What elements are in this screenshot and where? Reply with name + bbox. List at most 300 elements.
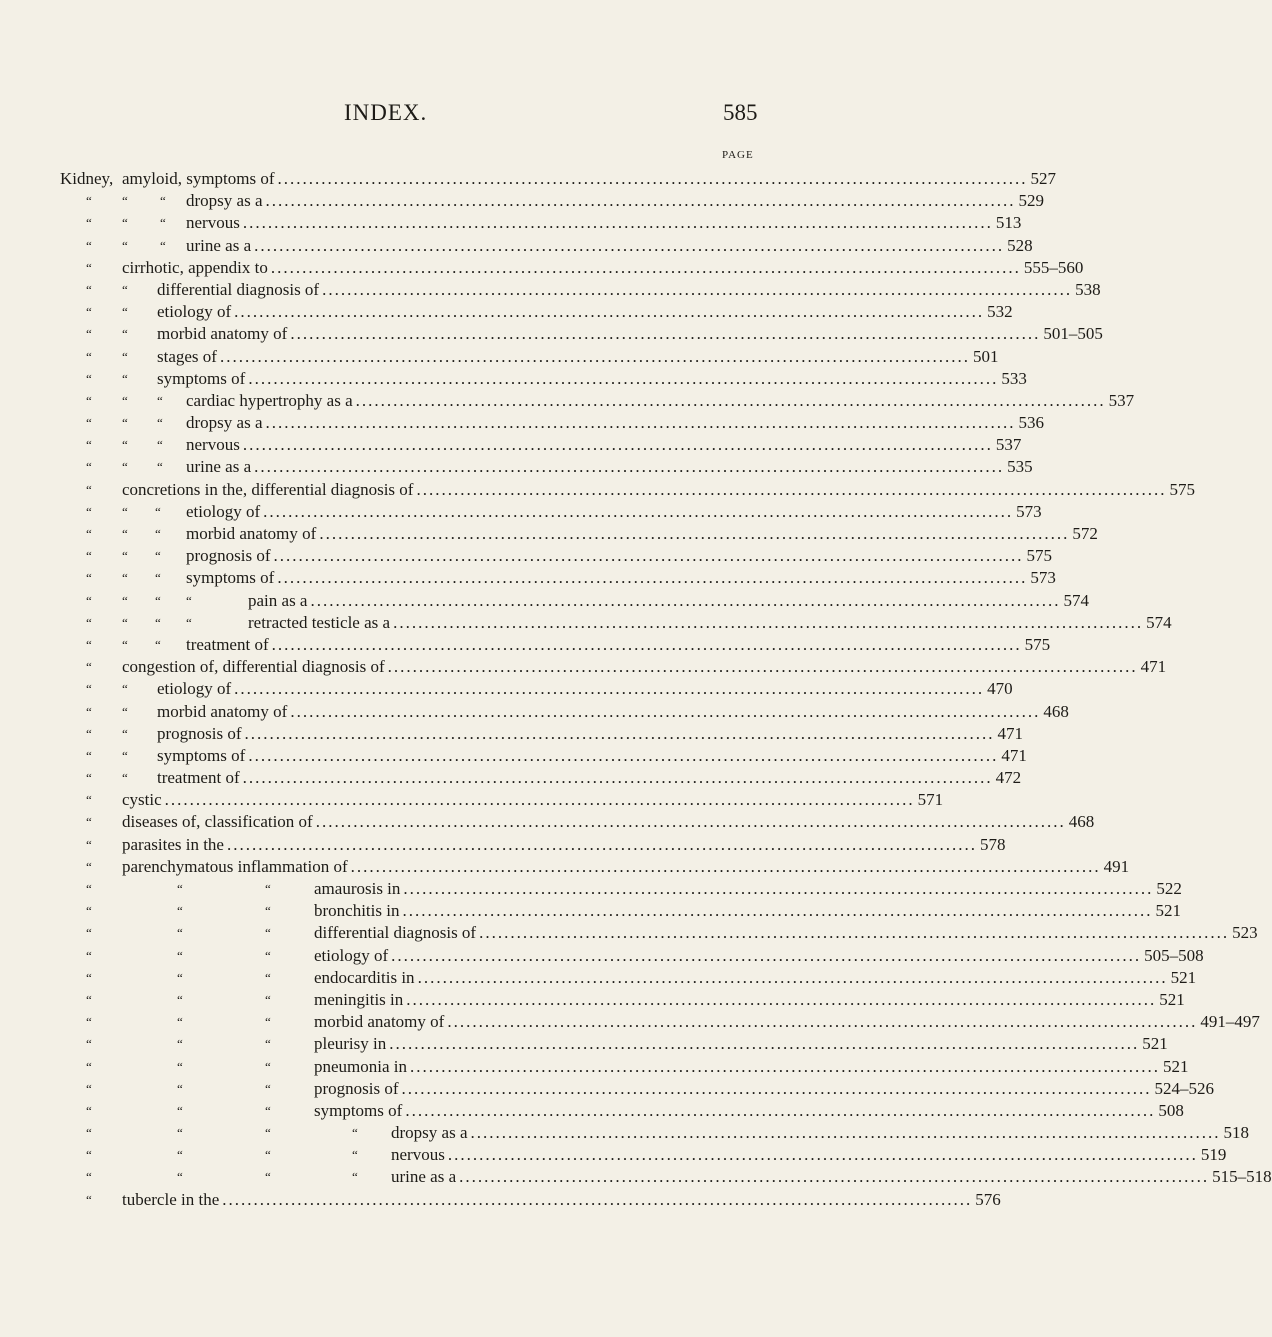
ditto-mark: “ (265, 1125, 271, 1141)
ditto-mark: “ (86, 1102, 92, 1118)
entry-text: bronchitis in (314, 901, 400, 921)
ditto-mark: “ (177, 1125, 183, 1141)
dot-leader: ........................................................................................................................ (270, 257, 1021, 277)
entry-text: congestion of, differential diagnosis of (122, 657, 385, 677)
ditto-mark: “ (86, 1014, 92, 1030)
entry-text: urine as a (186, 235, 252, 255)
entry-text: amaurosis in (314, 879, 401, 898)
ditto-mark: “ (122, 614, 128, 630)
ditto-mark: “ (177, 969, 183, 985)
index-entry (0, 434, 1022, 456)
ditto-mark: “ (86, 858, 92, 874)
index-entry (0, 212, 1022, 234)
dot-leader: ........................................................................................................................ (265, 413, 1016, 433)
ditto-mark: “ (86, 193, 92, 209)
ditto-mark: “ (265, 903, 271, 919)
entry-page: 528 (1007, 235, 1033, 255)
dot-leader: ........................................................................................................................ (248, 368, 999, 388)
index-entry (0, 745, 1027, 767)
ditto-mark: “ (86, 881, 92, 896)
entry-text: treatment of (157, 768, 240, 788)
ditto-mark: “ (155, 614, 161, 630)
entry-text: parasites in the (122, 834, 224, 854)
dot-leader: ........................................................................................................................ (277, 169, 1028, 188)
ditto-mark: “ (177, 881, 183, 896)
entry-text: symptoms of (157, 745, 246, 765)
entry-text: endocarditis in (314, 967, 415, 987)
index-entry (0, 656, 1167, 678)
dot-leader: ........................................................................................................................ (470, 1123, 1221, 1143)
index-entry (0, 1144, 1227, 1166)
index-entry (0, 900, 1181, 922)
ditto-mark: “ (177, 1058, 183, 1074)
ditto-mark: “ (155, 570, 161, 586)
index-entry (0, 301, 1013, 323)
index-entry (0, 190, 1044, 212)
ditto-mark: “ (155, 636, 161, 652)
entry-text: morbid anatomy of (314, 1012, 445, 1032)
entry-page: 521 (1163, 1056, 1189, 1076)
ditto-mark: “ (122, 459, 128, 475)
ditto-mark: “ (86, 237, 92, 253)
ditto-mark: “ (177, 1014, 183, 1030)
dot-leader: ........................................................................................................................ (242, 768, 993, 788)
ditto-mark: “ (157, 459, 163, 475)
dot-leader: ........................................................................................................................ (447, 1012, 1198, 1032)
ditto-mark: “ (86, 1080, 92, 1096)
ditto-mark: “ (122, 193, 128, 209)
page-header (0, 100, 800, 130)
ditto-mark: “ (122, 348, 128, 364)
ditto-mark: “ (122, 415, 128, 431)
ditto-mark: “ (122, 681, 128, 697)
ditto-mark: “ (160, 215, 166, 231)
index-entry (0, 501, 1042, 523)
entry-text: pleurisy in (314, 1034, 387, 1054)
entry-text: cirrhotic, appendix to (122, 257, 268, 277)
ditto-mark: “ (122, 747, 128, 763)
index-entry (0, 1033, 1168, 1055)
ditto-mark: “ (265, 881, 271, 896)
ditto-mark: “ (86, 1125, 92, 1141)
running-title: INDEX. (344, 100, 428, 125)
entry-text: nervous (186, 213, 240, 233)
ditto-mark: “ (86, 415, 92, 431)
entry-text: nervous (391, 1145, 445, 1165)
index-entry (0, 701, 1069, 723)
entry-page: 575 (1169, 479, 1195, 499)
ditto-mark: “ (86, 370, 92, 386)
index-entry (0, 412, 1044, 434)
dot-leader: ........................................................................................................................ (401, 1078, 1152, 1098)
index-entry (0, 235, 1033, 257)
ditto-mark: “ (86, 548, 92, 564)
entry-page: 522 (1156, 879, 1182, 898)
dot-leader: ........................................................................................................................ (416, 479, 1167, 499)
ditto-mark: “ (155, 526, 161, 541)
ditto-mark: “ (86, 725, 92, 741)
index-entry (0, 789, 944, 811)
entry-text: retracted testicle as a (248, 612, 391, 632)
ditto-mark: “ (86, 747, 92, 763)
ditto-mark: “ (177, 903, 183, 919)
ditto-mark: “ (86, 814, 92, 830)
entry-page: 536 (1018, 413, 1044, 433)
entry-text: symptoms of (314, 1100, 403, 1120)
entry-page: 471 (1001, 745, 1027, 765)
dot-leader: ........................................................................................................................ (355, 390, 1106, 410)
index-entry (0, 1056, 1189, 1078)
dot-leader: ........................................................................................................................ (391, 945, 1142, 965)
index-entry (0, 456, 1033, 478)
entry-text: symptoms of (186, 568, 275, 588)
dot-leader: ........................................................................................................................ (226, 834, 977, 854)
entry-page: 538 (1075, 279, 1101, 299)
index-entry (0, 590, 1089, 612)
index-entry (0, 945, 1204, 967)
dot-leader: ........................................................................................................................ (350, 856, 1101, 876)
entry-page: 572 (1072, 524, 1098, 543)
entry-page: 471 (1140, 657, 1167, 677)
ditto-mark: “ (157, 415, 163, 431)
dot-leader: ........................................................................................................................ (164, 790, 915, 810)
ditto-mark: “ (86, 437, 92, 453)
ditto-mark: “ (177, 947, 183, 963)
dot-leader: ........................................................................................................................ (319, 524, 1070, 543)
ditto-mark: “ (186, 614, 192, 630)
ditto-mark: “ (155, 503, 161, 519)
ditto-mark: “ (86, 925, 92, 941)
ditto-mark: “ (265, 969, 271, 985)
ditto-mark: “ (122, 703, 128, 719)
index-entry (0, 967, 1197, 989)
ditto-mark: “ (86, 770, 92, 786)
dot-leader: ........................................................................................................................ (459, 1167, 1210, 1187)
ditto-mark: “ (265, 1036, 271, 1052)
index-entry (0, 1122, 1249, 1144)
index-entry (0, 1189, 1001, 1211)
entry-page: 468 (1043, 701, 1069, 721)
ditto-mark: “ (86, 636, 92, 652)
index-entry (0, 922, 1258, 944)
entry-page: 472 (995, 768, 1022, 788)
entry-page: 533 (1001, 368, 1027, 388)
ditto-mark: “ (177, 1102, 183, 1118)
entry-text: dropsy as a (391, 1123, 468, 1143)
entry-text: cardiac hypertrophy as a (186, 390, 353, 410)
entry-page: 571 (917, 790, 944, 810)
entry-text: morbid anatomy of (157, 324, 288, 344)
entry-text: diseases of, classification of (122, 812, 313, 832)
dot-leader: ........................................................................................................................ (254, 235, 1005, 255)
entry-page: 491–497 (1200, 1012, 1260, 1032)
ditto-mark: “ (177, 1147, 183, 1163)
entry-page: 501 (972, 346, 999, 366)
entry-text: prognosis of (157, 723, 242, 743)
dot-leader: ........................................................................................................................ (402, 901, 1153, 921)
index-entry (0, 279, 1101, 301)
ditto-mark: “ (122, 326, 128, 342)
entry-text: etiology of (157, 679, 232, 699)
dot-leader: ........................................................................................................................ (310, 590, 1061, 610)
entry-text: urine as a (391, 1167, 457, 1187)
entry-page: 468 (1068, 812, 1095, 832)
ditto-mark: “ (122, 725, 128, 741)
ditto-mark: “ (122, 570, 128, 586)
entry-text: stages of (157, 346, 217, 366)
entry-page: 524–526 (1154, 1078, 1215, 1098)
ditto-mark: “ (86, 348, 92, 364)
ditto-mark: “ (86, 281, 92, 297)
ditto-mark: “ (86, 1058, 92, 1074)
entry-text: parenchymatous inflammation of (122, 856, 348, 876)
entry-text: pain as a (248, 590, 308, 610)
ditto-mark: “ (86, 903, 92, 919)
dot-leader: ........................................................................................................................ (219, 346, 970, 366)
index-entry (0, 1078, 1215, 1100)
entry-page: 470 (987, 679, 1013, 699)
dot-leader: ........................................................................................................................ (393, 612, 1144, 632)
dot-leader: ........................................................................................................................ (263, 501, 1014, 521)
index-entry (0, 878, 1182, 900)
page-number: 585 (723, 100, 758, 125)
entry-page: 537 (1108, 390, 1135, 410)
entry-page: 508 (1158, 1100, 1184, 1120)
ditto-mark: “ (186, 592, 192, 608)
ditto-mark: “ (86, 259, 92, 275)
ditto-mark: “ (265, 1080, 271, 1096)
ditto-mark: “ (122, 392, 128, 408)
dot-leader: ........................................................................................................................ (479, 923, 1230, 943)
dot-leader: ........................................................................................................................ (254, 457, 1005, 477)
index-entry (0, 567, 1056, 589)
ditto-mark: “ (157, 392, 163, 408)
entry-text: prognosis of (186, 546, 271, 566)
entry-heading: Kidney, (60, 169, 114, 188)
ditto-mark: “ (86, 947, 92, 963)
index-entry (0, 390, 1135, 412)
dot-leader: ........................................................................................................................ (447, 1145, 1198, 1165)
dot-leader: ........................................................................................................................ (265, 191, 1016, 211)
dot-leader: ........................................................................................................................ (234, 302, 985, 322)
entry-page: 573 (1016, 501, 1042, 521)
ditto-mark: “ (86, 215, 92, 231)
ditto-mark: “ (86, 503, 92, 519)
dot-leader: ........................................................................................................................ (387, 657, 1138, 677)
ditto-mark: “ (160, 193, 166, 209)
index-entry (0, 634, 1051, 656)
entry-text: amyloid, symptoms of (122, 169, 275, 188)
entry-text: tubercle in the (122, 1189, 220, 1209)
dot-leader: ........................................................................................................................ (290, 324, 1041, 344)
dot-leader: ........................................................................................................................ (244, 723, 995, 743)
entry-page: 535 (1007, 457, 1033, 477)
entry-page: 521 (1142, 1034, 1168, 1054)
ditto-mark: “ (86, 526, 92, 541)
entry-page: 576 (975, 1189, 1001, 1209)
ditto-mark: “ (352, 1169, 358, 1185)
ditto-mark: “ (122, 281, 128, 297)
ditto-mark: “ (122, 548, 128, 564)
entry-text: concretions in the, differential diagnosis of (122, 479, 414, 499)
dot-leader: ........................................................................................................................ (248, 745, 999, 765)
dot-leader: ........................................................................................................................ (271, 634, 1022, 654)
index-entry (0, 678, 1013, 700)
ditto-mark: “ (86, 570, 92, 586)
ditto-mark: “ (265, 925, 271, 941)
entry-text: etiology of (186, 501, 261, 521)
index-entry (0, 323, 1103, 345)
entry-page: 529 (1018, 191, 1044, 211)
entry-page: 505–508 (1144, 945, 1204, 965)
ditto-mark: “ (265, 1014, 271, 1030)
ditto-mark: “ (265, 1147, 271, 1163)
ditto-mark: “ (86, 1169, 92, 1185)
entry-page: 555–560 (1023, 257, 1084, 277)
index-entry (0, 811, 1095, 833)
entry-text: differential diagnosis of (314, 923, 477, 943)
entry-page: 521 (1170, 967, 1197, 987)
entry-text: differential diagnosis of (157, 279, 320, 299)
ditto-mark: “ (86, 392, 92, 408)
entry-page: 578 (979, 834, 1006, 854)
dot-leader: ........................................................................................................................ (234, 679, 985, 699)
entry-text: etiology of (157, 302, 232, 322)
ditto-mark: “ (86, 1036, 92, 1052)
index-entry (0, 834, 1006, 856)
index-entry (0, 612, 1172, 634)
entry-page: 574 (1146, 612, 1172, 632)
ditto-mark: “ (160, 237, 166, 253)
dot-leader: ........................................................................................................................ (242, 435, 993, 455)
ditto-mark: “ (86, 459, 92, 475)
index-entry (0, 479, 1195, 501)
ditto-mark: “ (86, 836, 92, 852)
ditto-mark: “ (157, 437, 163, 453)
ditto-mark: “ (122, 437, 128, 453)
index-entry (0, 1100, 1184, 1122)
ditto-mark: “ (122, 636, 128, 652)
index-entry (0, 989, 1185, 1011)
index-entry (0, 257, 1084, 279)
ditto-mark: “ (265, 1058, 271, 1074)
entry-page: 521 (1159, 989, 1185, 1009)
entry-page: 518 (1223, 1123, 1249, 1143)
dot-leader: ........................................................................................................................ (389, 1034, 1140, 1054)
entry-text: morbid anatomy of (186, 524, 317, 543)
entry-page: 519 (1200, 1145, 1227, 1165)
ditto-mark: “ (86, 304, 92, 320)
entry-text: dropsy as a (186, 191, 263, 211)
entry-page: 575 (1024, 634, 1051, 654)
ditto-mark: “ (265, 991, 271, 1007)
index-entry (0, 545, 1053, 567)
entry-text: cystic (122, 790, 162, 810)
entry-page: 491 (1103, 856, 1130, 876)
entry-page: 471 (997, 723, 1024, 743)
entry-page: 513 (995, 213, 1022, 233)
entry-page: 527 (1030, 169, 1057, 188)
index-entry (0, 346, 999, 368)
ditto-mark: “ (122, 526, 128, 541)
ditto-mark: “ (122, 592, 128, 608)
dot-leader: ........................................................................................................................ (315, 812, 1066, 832)
entry-page: 523 (1232, 923, 1258, 943)
ditto-mark: “ (86, 1191, 92, 1207)
ditto-mark: “ (122, 304, 128, 320)
dot-leader: ........................................................................................................................ (242, 213, 993, 233)
dot-leader: ........................................................................................................................ (222, 1189, 973, 1209)
dot-leader: ........................................................................................................................ (290, 701, 1041, 721)
ditto-mark: “ (352, 1147, 358, 1163)
entry-text: pneumonia in (314, 1056, 408, 1076)
ditto-mark: “ (122, 503, 128, 519)
ditto-mark: “ (86, 659, 92, 675)
ditto-mark: “ (155, 592, 161, 608)
entry-page: 575 (1026, 546, 1053, 566)
ditto-mark: “ (122, 370, 128, 386)
entry-page: 515–518 (1212, 1167, 1272, 1187)
ditto-mark: “ (86, 792, 92, 808)
index-entry (0, 767, 1022, 789)
ditto-mark: “ (155, 548, 161, 564)
entry-page: 537 (995, 435, 1022, 455)
ditto-mark: “ (177, 925, 183, 941)
entry-page: 521 (1155, 901, 1181, 921)
ditto-mark: “ (86, 326, 92, 342)
ditto-mark: “ (122, 215, 128, 231)
entry-text: prognosis of (314, 1078, 399, 1098)
dot-leader: ........................................................................................................................ (405, 1100, 1156, 1120)
ditto-mark: “ (265, 1169, 271, 1185)
index-entry (0, 1011, 1260, 1033)
entry-text: nervous (186, 435, 240, 455)
dot-leader: ........................................................................................................................ (277, 568, 1028, 588)
ditto-mark: “ (177, 1169, 183, 1185)
ditto-mark: “ (86, 614, 92, 630)
ditto-mark: “ (86, 991, 92, 1007)
entry-text: meningitis in (314, 989, 404, 1009)
entry-page: 501–505 (1043, 324, 1103, 344)
index-entries (0, 168, 1272, 1211)
ditto-mark: “ (352, 1125, 358, 1141)
entry-text: etiology of (314, 945, 389, 965)
ditto-mark: “ (122, 770, 128, 786)
entry-text: morbid anatomy of (157, 701, 288, 721)
ditto-mark: “ (86, 481, 92, 497)
ditto-mark: “ (265, 947, 271, 963)
ditto-mark: “ (86, 703, 92, 719)
index-entry (0, 168, 1057, 190)
entry-text: dropsy as a (186, 413, 263, 433)
ditto-mark: “ (177, 1080, 183, 1096)
ditto-mark: “ (177, 991, 183, 1007)
entry-text: symptoms of (157, 368, 246, 388)
index-entry (0, 856, 1130, 878)
dot-leader: ........................................................................................................................ (410, 1056, 1161, 1076)
ditto-mark: “ (265, 1102, 271, 1118)
dot-leader: ........................................................................................................................ (403, 879, 1154, 898)
entry-page: 574 (1063, 590, 1089, 610)
ditto-mark: “ (177, 1036, 183, 1052)
index-entry (0, 368, 1027, 390)
entry-text: treatment of (186, 634, 269, 654)
entry-text: urine as a (186, 457, 252, 477)
index-entry (0, 723, 1024, 745)
ditto-mark: “ (86, 592, 92, 608)
index-entry (0, 523, 1098, 545)
ditto-mark: “ (86, 681, 92, 697)
